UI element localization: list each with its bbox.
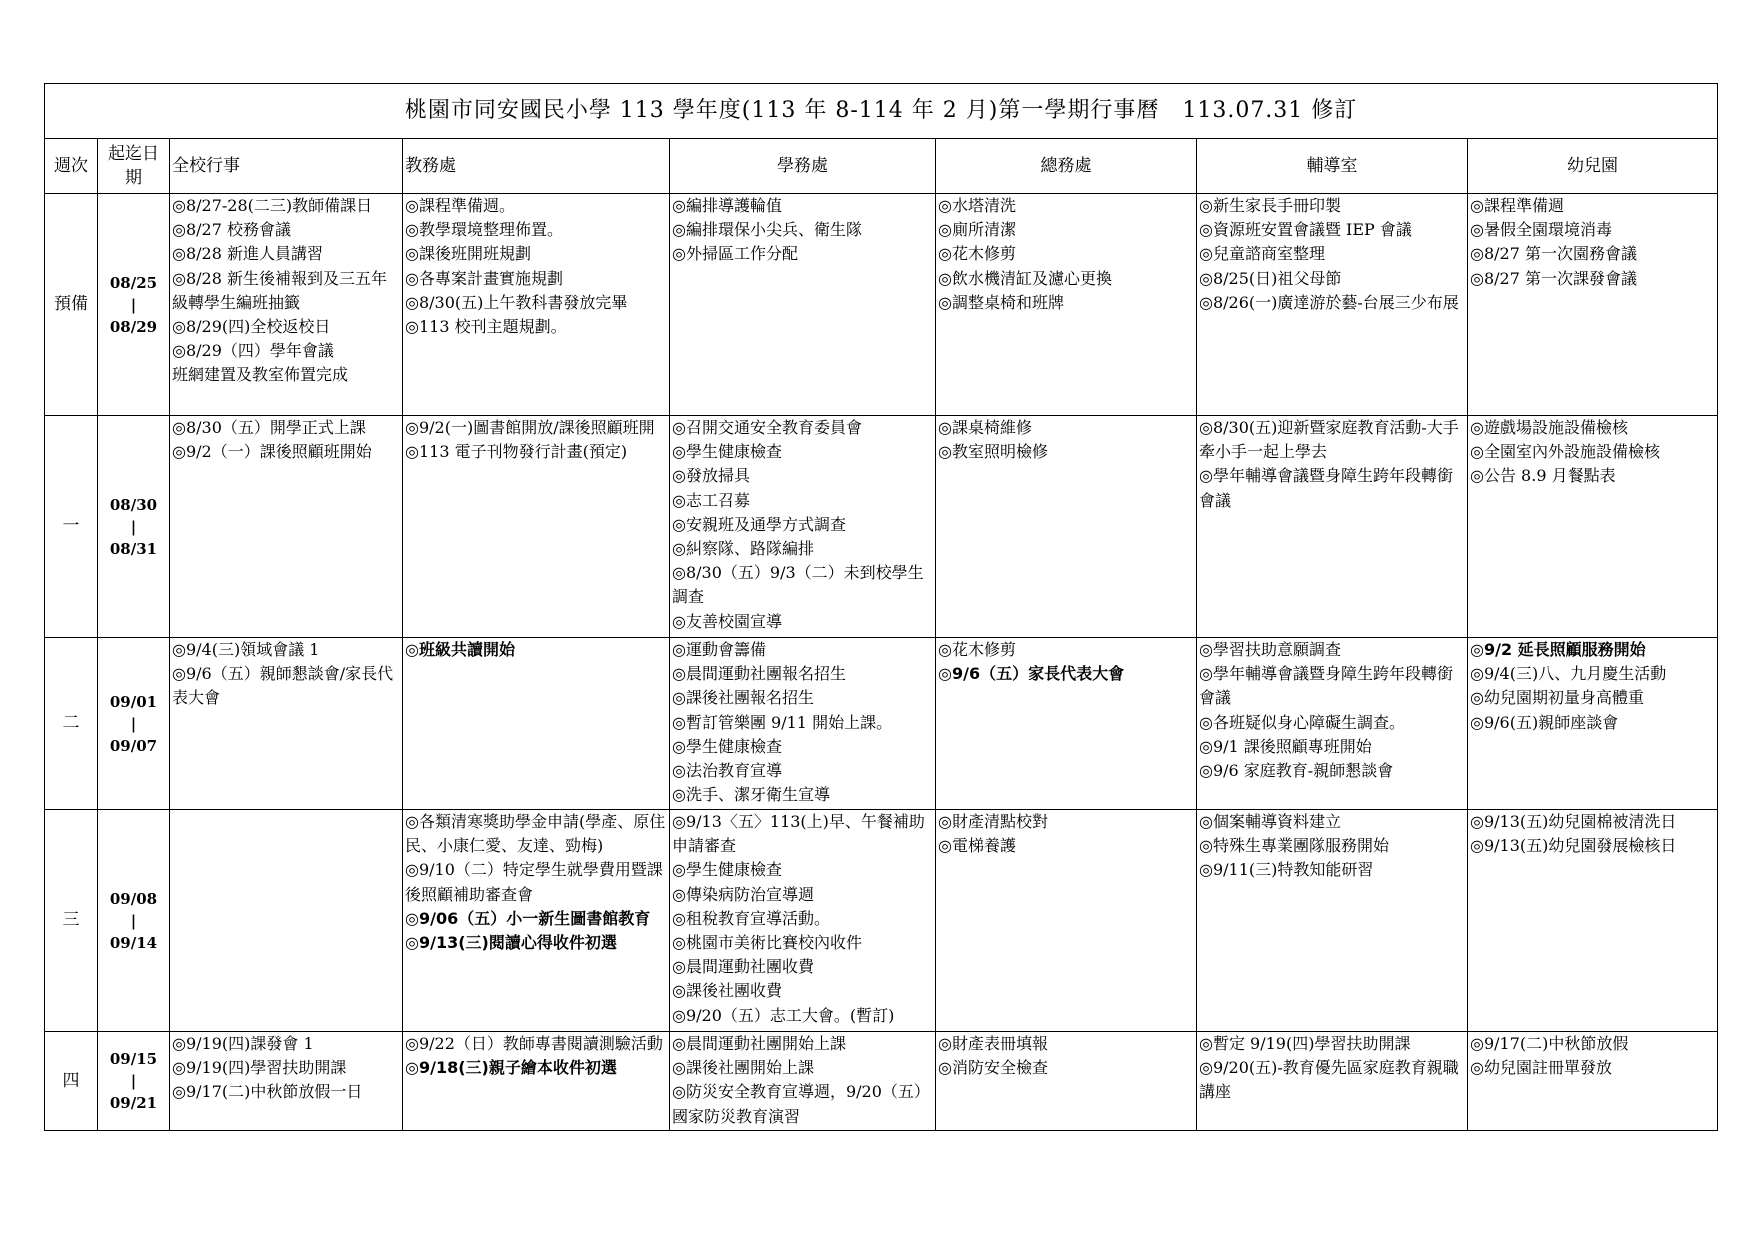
academic-cell xyxy=(403,1032,670,1131)
event-item: ◎課後社團報名招生 xyxy=(672,688,814,708)
counseling-cell xyxy=(1197,810,1468,1032)
event-item: ◎發放掃具 xyxy=(672,466,750,486)
event-item: ◎特殊生專業團隊服務開始 xyxy=(1199,836,1389,856)
event-item: ◎法治教育宣導 xyxy=(672,761,782,781)
date-range-cell xyxy=(98,810,170,1032)
event-item: ◎飲水機清缸及濾心更換 xyxy=(938,268,1112,288)
event-item: ◎暫定 9/19(四)學習扶助開課 xyxy=(1199,1034,1411,1053)
kindergarten-cell xyxy=(1468,810,1718,1032)
event-item: ◎8/26(一)廣達游於藝-台展三少布展 xyxy=(1199,292,1459,312)
event-item: ◎9/18(三)親子繪本收件初選 xyxy=(405,1058,617,1078)
event-item: ◎學年輔導會議暨身障生跨年段轉銜會議 xyxy=(1199,664,1453,708)
counseling-cell xyxy=(1197,194,1468,416)
event-item: ◎8/30(五)上午教科書發放完畢 xyxy=(405,292,628,312)
event-item: ◎8/29（四）學年會議 xyxy=(172,341,334,361)
event-item: ◎學生健康檢查 xyxy=(672,442,782,462)
event-item: ◎9/6 家庭教育-親師懇談會 xyxy=(1199,761,1394,781)
event-item: ◎9/11(三)特教知能研習 xyxy=(1199,860,1374,880)
event-item: ◎113 校刊主題規劃。 xyxy=(405,317,567,337)
event-item: ◎學年輔導會議暨身障生跨年段轉銜會議 xyxy=(1199,466,1453,510)
event-item: ◎編排導護輪值 xyxy=(672,196,782,215)
event-item: ◎8/29(四)全校返校日 xyxy=(172,317,331,337)
event-item: ◎9/17(二)中秋節放假一日 xyxy=(172,1082,363,1102)
event-item: ◎廁所清潔 xyxy=(938,220,1016,240)
event-item: ◎教室照明檢修 xyxy=(938,442,1048,462)
date-range-cell xyxy=(98,416,170,638)
date-end: 08/29 xyxy=(109,317,158,336)
student-cell xyxy=(670,194,936,416)
header-academic: 教務處 xyxy=(403,139,670,194)
event-item: ◎9/13(三)閱讀心得收件初選 xyxy=(405,933,617,953)
event-item: ◎8/27-28(二三)教師備課日 xyxy=(172,196,373,215)
event-item: ◎課程準備週 xyxy=(1470,196,1564,215)
event-item: ◎9/6（五）親師懇談會/家長代表大會 xyxy=(172,664,394,708)
date-range-cell xyxy=(98,194,170,416)
event-item: ◎8/30（五）9/3（二）未到校學生調查 xyxy=(672,563,924,607)
event-item: ◎8/27 第一次課發會議 xyxy=(1470,268,1637,288)
event-item: ◎召開交通安全教育委員會 xyxy=(672,418,862,437)
event-item: ◎8/30(五)迎新暨家庭教育活動-大手牽小手一起上學去 xyxy=(1199,418,1459,462)
event-item: ◎9/2(一)圖書館開放/課後照顧班開 xyxy=(405,418,655,437)
event-item: ◎租稅教育宣導活動。 xyxy=(672,908,830,928)
event-item: ◎8/28 新生後補報到及三五年級轉學生編班抽籤 xyxy=(172,268,387,312)
header-dates: 起迄日期 xyxy=(98,139,170,194)
header-kindergarten: 幼兒園 xyxy=(1468,139,1718,194)
event-item: ◎水塔清洗 xyxy=(938,196,1016,215)
school-cell xyxy=(170,194,403,416)
school-cell xyxy=(170,1032,403,1131)
date-start: 09/15 xyxy=(109,1050,158,1068)
event-item: ◎課後社團開始上課 xyxy=(672,1058,814,1078)
header-general: 總務處 xyxy=(936,139,1197,194)
general-cell xyxy=(936,194,1197,416)
table-row xyxy=(45,194,1718,416)
event-item: ◎9/1 課後照顧專班開始 xyxy=(1199,736,1372,756)
kindergarten-cell xyxy=(1468,194,1718,416)
event-item: ◎編排環保小尖兵、衛生隊 xyxy=(672,220,862,240)
event-item: ◎教學環境整理佈置。 xyxy=(405,220,563,240)
event-item: ◎學習扶助意願調查 xyxy=(1199,640,1341,659)
header-school: 全校行事 xyxy=(170,139,403,194)
student-cell xyxy=(670,416,936,638)
week-cell: 一 xyxy=(45,416,98,638)
date-end: 09/14 xyxy=(109,933,158,952)
event-item: ◎新生家長手冊印製 xyxy=(1199,196,1341,215)
table-row xyxy=(45,810,1718,1032)
date-end: 09/21 xyxy=(109,1094,158,1112)
event-item: ◎8/27 第一次園務會議 xyxy=(1470,244,1637,264)
event-item: ◎安親班及通學方式調查 xyxy=(672,514,846,534)
event-item: ◎9/19(四)學習扶助開課 xyxy=(172,1058,347,1078)
date-sep: | xyxy=(130,714,137,733)
event-item: ◎個案輔導資料建立 xyxy=(1199,812,1341,831)
event-item: ◎8/27 校務會議 xyxy=(172,220,291,240)
event-item: ◎9/10（二）特定學生就學費用暨課後照顧補助審查會 xyxy=(405,860,663,904)
event-item: ◎課後社團收費 xyxy=(672,981,782,1001)
event-item: ◎9/13(五)幼兒園棉被清洗日 xyxy=(1470,812,1677,831)
date-end: 08/31 xyxy=(109,539,158,558)
counseling-cell xyxy=(1197,638,1468,810)
academic-cell xyxy=(403,810,670,1032)
event-item: ◎課後班開班規劃 xyxy=(405,244,531,264)
event-item: ◎兒童諮商室整理 xyxy=(1199,244,1325,264)
counseling-cell xyxy=(1197,416,1468,638)
event-item: ◎9/2 延長照顧服務開始 xyxy=(1470,640,1646,659)
event-item: ◎資源班安置會議暨 IEP 會議 xyxy=(1199,220,1412,240)
event-item: ◎9/06（五）小一新生圖書館教育 xyxy=(405,908,651,928)
week-cell: 四 xyxy=(45,1032,98,1131)
kindergarten-cell xyxy=(1468,416,1718,638)
student-cell xyxy=(670,810,936,1032)
date-sep: | xyxy=(130,1072,137,1090)
event-item: ◎9/13〈五〉113(上)早、午餐補助申請審查 xyxy=(672,812,925,856)
date-sep: | xyxy=(130,911,137,930)
academic-cell xyxy=(403,638,670,810)
school-cell xyxy=(170,638,403,810)
event-item: ◎洗手、潔牙衛生宣導 xyxy=(672,785,830,805)
event-item: ◎各班疑似身心障礙生調查。 xyxy=(1199,712,1405,732)
event-item: ◎9/2（一）課後照顧班開始 xyxy=(172,442,372,462)
event-item: ◎晨間運動社團報名招生 xyxy=(672,664,846,684)
event-item: ◎9/13(五)幼兒園發展檢核日 xyxy=(1470,836,1677,856)
event-item: ◎各類清寒獎助學金申請(學產、原住民、小康仁愛、友達、勁梅) xyxy=(405,812,666,856)
academic-cell xyxy=(403,416,670,638)
date-start: 08/30 xyxy=(109,495,158,514)
event-item: ◎電梯養護 xyxy=(938,836,1016,856)
date-range-cell xyxy=(98,1032,170,1131)
event-item: ◎外掃區工作分配 xyxy=(672,244,798,264)
event-item: ◎9/19(四)課發會 1 xyxy=(172,1034,314,1053)
header-week: 週次 xyxy=(45,139,98,194)
event-item: ◎傳染病防治宣導週 xyxy=(672,884,814,904)
event-item: ◎消防安全檢查 xyxy=(938,1058,1048,1078)
date-range-cell xyxy=(98,638,170,810)
date-end: 09/07 xyxy=(109,736,158,755)
general-cell xyxy=(936,810,1197,1032)
event-item: ◎9/4(三)領域會議 1 xyxy=(172,640,320,659)
header-counseling: 輔導室 xyxy=(1197,139,1468,194)
event-item: 班網建置及教室佈置完成 xyxy=(172,365,349,385)
event-item: ◎幼兒園期初量身高體重 xyxy=(1470,688,1644,708)
event-item: ◎花木修剪 xyxy=(938,244,1016,264)
event-item: ◎9/6（五）家長代表大會 xyxy=(938,664,1125,684)
school-cell xyxy=(170,810,403,1032)
event-item: ◎暫訂管樂團 9/11 開始上課。 xyxy=(672,712,893,732)
event-item: ◎9/20(五)-教育優先區家庭教育親職講座 xyxy=(1199,1058,1459,1102)
kindergarten-cell xyxy=(1468,1032,1718,1131)
date-sep: | xyxy=(130,295,137,314)
event-item: ◎學生健康檢查 xyxy=(672,860,782,880)
event-item: ◎晨間運動社團收費 xyxy=(672,957,814,977)
school-cell xyxy=(170,416,403,638)
event-item: ◎暑假全園環境消毒 xyxy=(1470,220,1612,240)
event-item: ◎學生健康檢查 xyxy=(672,736,782,756)
week-cell: 預備 xyxy=(45,194,98,416)
event-item: ◎113 電子刊物發行計畫(預定) xyxy=(405,442,628,462)
week-cell: 三 xyxy=(45,810,98,1032)
calendar-table xyxy=(44,83,1718,1131)
academic-cell xyxy=(403,194,670,416)
general-cell xyxy=(936,1032,1197,1131)
date-start: 09/01 xyxy=(109,692,158,711)
table-row xyxy=(45,638,1718,810)
date-start: 08/25 xyxy=(109,273,158,292)
event-item: ◎9/6(五)親師座談會 xyxy=(1470,712,1619,732)
event-item: ◎桃園市美術比賽校內收件 xyxy=(672,933,862,953)
event-item: ◎花木修剪 xyxy=(938,640,1016,659)
event-item: ◎9/4(三)八、九月慶生活動 xyxy=(1470,664,1667,684)
event-item: ◎9/17(二)中秋節放假 xyxy=(1470,1034,1629,1053)
event-item: ◎調整桌椅和班牌 xyxy=(938,292,1064,312)
page-title: 桃園市同安國民小學 113 學年度(113 年 8-114 年 2 月)第一學期行事曆 113.07.31 修訂 xyxy=(45,84,1718,139)
event-item: ◎8/30（五）開學正式上課 xyxy=(172,418,366,437)
header-student: 學務處 xyxy=(670,139,936,194)
week-cell: 二 xyxy=(45,638,98,810)
general-cell xyxy=(936,416,1197,638)
event-item: ◎8/28 新進人員講習 xyxy=(172,244,323,264)
event-item: ◎各專案計畫實施規劃 xyxy=(405,268,563,288)
event-item: ◎公告 8.9 月餐點表 xyxy=(1470,466,1616,486)
kindergarten-cell xyxy=(1468,638,1718,810)
event-item: ◎防災安全教育宣導週，9/20（五）國家防災教育演習 xyxy=(672,1082,930,1126)
event-item: ◎友善校園宣導 xyxy=(672,611,782,631)
event-item: ◎班級共讀開始 xyxy=(405,640,515,659)
event-item: ◎財產表冊填報 xyxy=(938,1034,1048,1053)
event-item: ◎8/25(日)祖父母節 xyxy=(1199,268,1342,288)
date-sep: | xyxy=(130,517,137,536)
table-row xyxy=(45,1032,1718,1131)
event-item: ◎幼兒園註冊單發放 xyxy=(1470,1058,1612,1078)
date-start: 09/08 xyxy=(109,889,158,908)
student-cell xyxy=(670,638,936,810)
student-cell xyxy=(670,1032,936,1131)
counseling-cell xyxy=(1197,1032,1468,1131)
event-item: ◎課桌椅維修 xyxy=(938,418,1032,437)
event-item: ◎課程準備週。 xyxy=(405,196,515,215)
event-item: ◎志工召募 xyxy=(672,490,750,510)
general-cell xyxy=(936,638,1197,810)
event-item: ◎全園室內外設施設備檢核 xyxy=(1470,442,1660,462)
event-item: ◎遊戲場設施設備檢核 xyxy=(1470,418,1628,437)
event-item: ◎財產清點校對 xyxy=(938,812,1048,831)
event-item: ◎9/22（日）教師專書閱讀測驗活動 xyxy=(405,1034,663,1053)
event-item: ◎晨間運動社團開始上課 xyxy=(672,1034,846,1053)
event-item: ◎糾察隊、路隊編排 xyxy=(672,539,814,559)
table-row xyxy=(45,416,1718,638)
event-item: ◎9/20（五）志工大會。(暫訂) xyxy=(672,1005,895,1025)
event-item: ◎運動會籌備 xyxy=(672,640,766,659)
